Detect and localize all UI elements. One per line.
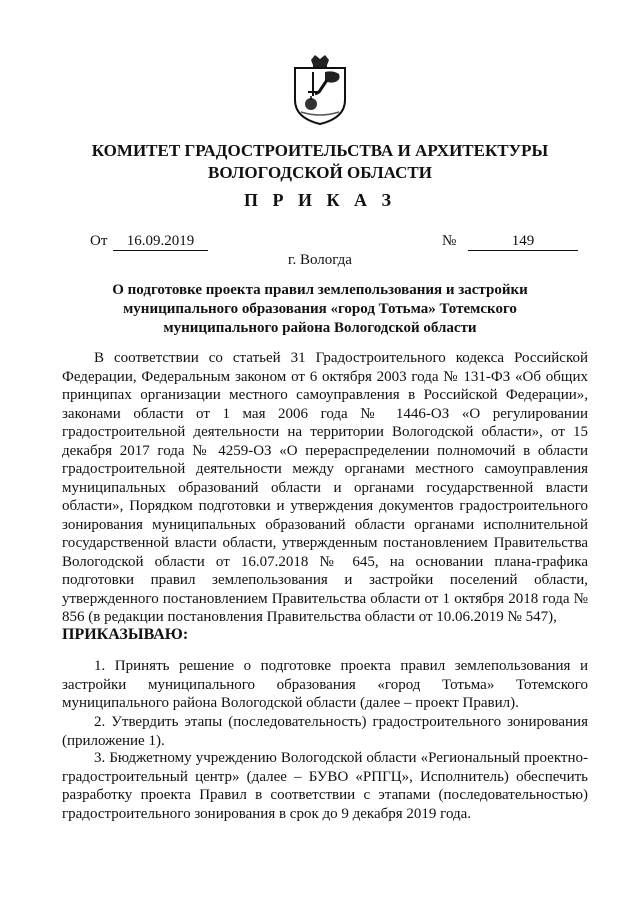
date-label: От xyxy=(90,233,108,249)
order-item-1: 1. Принять решение о подготовке проекта правил землепользования и застройки муниципального образования «город Тотьма» Тотемского муниципального района Вологодской области (далее – проект Правил). xyxy=(62,658,588,711)
title-line-1: О подготовке проекта правил землепользования и застройки xyxy=(112,282,528,298)
order-word: ПРИКАЗЫВАЮ: xyxy=(62,626,189,643)
document-type: П Р И К А З xyxy=(243,190,397,210)
coat-of-arms-emblem xyxy=(289,54,351,126)
title-line-3: муниципального района Вологодской области xyxy=(163,320,477,336)
document-title xyxy=(80,281,560,338)
document-number: 149 xyxy=(468,233,578,251)
document-date: 16.09.2019 xyxy=(113,233,208,251)
organization-name xyxy=(0,140,640,184)
number-label: № xyxy=(442,233,457,249)
city: г. Вологда xyxy=(288,252,352,268)
order-item-2: 2. Утвердить этапы (последовательность) градостроительного зонирования (приложение 1). xyxy=(62,714,588,749)
org-line-2: ВОЛОГОДСКОЙ ОБЛАСТИ xyxy=(208,163,432,182)
org-line-1: КОМИТЕТ ГРАДОСТРОИТЕЛЬСТВА И АРХИТЕКТУРЫ xyxy=(91,141,549,160)
preamble-paragraph: В соответствии со статьей 31 Градостроительного кодекса Российской Федерации, Федеральным законом от 6 октября 2003 года № 131-ФЗ «Об общих принципах организации местного самоуправления в Российской Федерации», законами области от 1 мая 2006 года № 1446-ОЗ «О регулировании градостроительной деятельности на территории Вологодской области», от 15 декабря 2017 года № 4259-ОЗ «О перераспределении полномочий в области градостроительной деятельности между органами местного самоуправления муниципальных образований области и органами государственной власти области», Порядком подготовки и утверждения документов градостроительного зонирования муниципальных образований области органами исполнительной государственной власти области, утвержденным постановлением Правительства Вологодской области от 16.07.2018 № 645, на основании плана-графика подготовки правил землепользования и застройки поселений области, утвержденного постановлением Правительства области от 1 октября 2018 года № 856 (в редакции постановления Правительства области от 10.06.2019 № 547), xyxy=(62,350,588,625)
title-line-2: муниципального образования «город Тотьма» Тотемского xyxy=(123,301,517,317)
order-item-3: 3. Бюджетному учреждению Вологодской области «Региональный проектно-градостроительный центр» (далее – БУВО «РПГЦ», Исполнитель) обеспечить разработку проекта Правил в соответствии с этапами (последовательностью) градостроительного зонирования в срок до 9 декабря 2019 года. xyxy=(62,750,588,822)
